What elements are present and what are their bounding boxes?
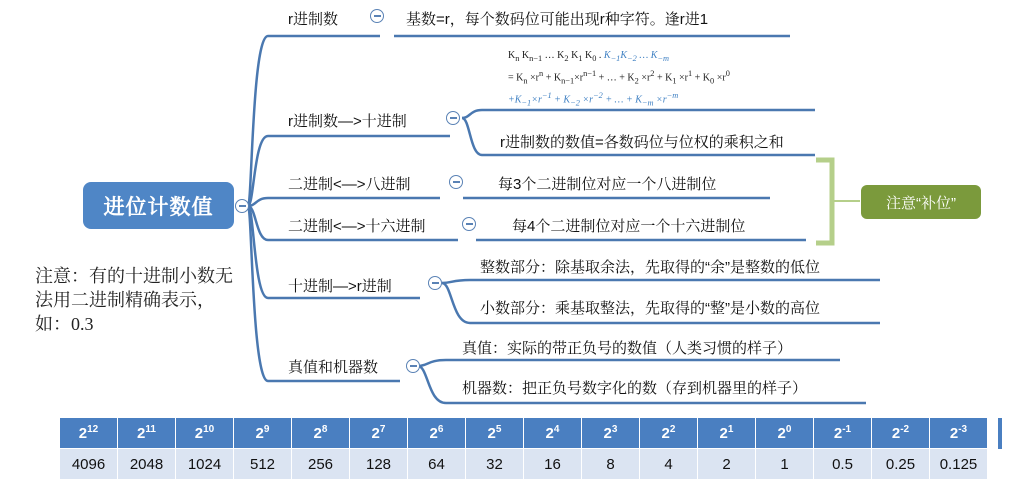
root-collapse-icon[interactable] (235, 199, 249, 213)
detail-integer-part: 整数部分：除基取余法，先取得的“余”是整数的低位 (480, 259, 820, 276)
table-row-exponents (60, 418, 988, 449)
exponent-cell: $2^{10}$ (176, 418, 234, 449)
exponent-cell: $2^6$ (408, 418, 466, 449)
value-cell: 64 (408, 449, 466, 480)
value-cell: 0.25 (872, 449, 930, 480)
exponent-cell: $2^7$ (350, 418, 408, 449)
value-cell: 4096 (60, 449, 118, 480)
value-cell: 4 (640, 449, 698, 480)
value-cell: 32 (466, 449, 524, 480)
value-cell: 0.5 (814, 449, 872, 480)
exponent-cell: $2^5$ (466, 418, 524, 449)
exponent-cell: $2^0$ (756, 418, 814, 449)
exponent-cell: $2^2$ (640, 418, 698, 449)
positional-formula (508, 48, 730, 111)
detail-true-value: 真值：实际的带正负号的数值（人类习惯的样子） (462, 340, 793, 357)
exponent-cell: $2^{12}$ (60, 418, 118, 449)
formula-line-1: $K_n$ $K_{n-1}$ … $K_2$ $K_1$ $K_0$ . $K_{-1}K_{-2}$ … $K_{-m}$ (508, 50, 670, 63)
branch-label-true-machine[interactable]: 真值和机器数 (288, 359, 379, 376)
detail-r-base: 基数=r，每个数码位可能出现r种字符。逢r进1 (406, 11, 709, 28)
table-row-values (60, 449, 988, 480)
value-cell: 1024 (176, 449, 234, 480)
value-cell: 2 (698, 449, 756, 480)
detail-bin-hex: 每4个二进制位对应一个十六进制位 (512, 218, 746, 235)
exponent-cell: $2^{-1}$ (814, 418, 872, 449)
branch-label-r-base[interactable]: r进制数 (288, 11, 338, 28)
collapse-icon[interactable] (446, 111, 460, 125)
collapse-icon[interactable] (428, 276, 442, 290)
exponent-cell: $2^3$ (582, 418, 640, 449)
detail-machine-number: 机器数：把正负号数字化的数（存到机器里的样子） (462, 380, 808, 397)
powers-of-two-table (60, 418, 988, 479)
branch-label-r-to-dec[interactable]: r进制数—>十进制 (288, 113, 407, 130)
exponent-cell: $2^9$ (234, 418, 292, 449)
value-cell: 256 (292, 449, 350, 480)
branch-label-dec-to-r[interactable]: 十进制—>r进制 (288, 278, 392, 295)
exponent-cell: $2^1$ (698, 418, 756, 449)
value-cell: 0.125 (930, 449, 988, 480)
exponent-cell: $2^8$ (292, 418, 350, 449)
padding-note-badge[interactable]: 注意“补位” (861, 185, 981, 219)
collapse-icon[interactable] (462, 217, 476, 231)
left-note: 注意：有的十进制小数无法用二进制精确表示，如：0.3 (35, 266, 233, 334)
exponent-cell: $2^{-2}$ (872, 418, 930, 449)
value-cell: 2048 (118, 449, 176, 480)
branch-label-bin-oct[interactable]: 二进制<—>八进制 (288, 176, 411, 193)
value-cell: 8 (582, 449, 640, 480)
branch-label-bin-hex[interactable]: 二进制<—>十六进制 (288, 218, 426, 235)
formula-line-3: $+K_{-1}\times r^{-1} + K_{-2} \times r^{-2}$ + … + $K_{-m} \times r^{-m}$ (508, 91, 679, 108)
detail-r-to-dec: r进制数的数值=各数码位与位权的乘积之和 (500, 134, 784, 151)
table-edge-bar (998, 418, 1002, 449)
formula-line-2: = $K_n \times r^n + K_{n-1}\times r^{n-1}$ + … + $K_2 \times r^2 + K_1 \times r^1 + K_0 \times r^0$ (508, 69, 730, 86)
value-cell: 512 (234, 449, 292, 480)
detail-fraction-part: 小数部分：乘基取整法，先取得的“整”是小数的高位 (480, 300, 820, 317)
value-cell: 128 (350, 449, 408, 480)
detail-bin-oct: 每3个二进制位对应一个八进制位 (498, 176, 717, 193)
collapse-icon[interactable] (370, 9, 384, 23)
exponent-cell: $2^4$ (524, 418, 582, 449)
value-cell: 16 (524, 449, 582, 480)
value-cell: 1 (756, 449, 814, 480)
collapse-icon[interactable] (406, 359, 420, 373)
collapse-icon[interactable] (449, 175, 463, 189)
exponent-cell: $2^{-3}$ (930, 418, 988, 449)
root-node[interactable]: 进位计数值 (83, 182, 234, 229)
exponent-cell: $2^{11}$ (118, 418, 176, 449)
